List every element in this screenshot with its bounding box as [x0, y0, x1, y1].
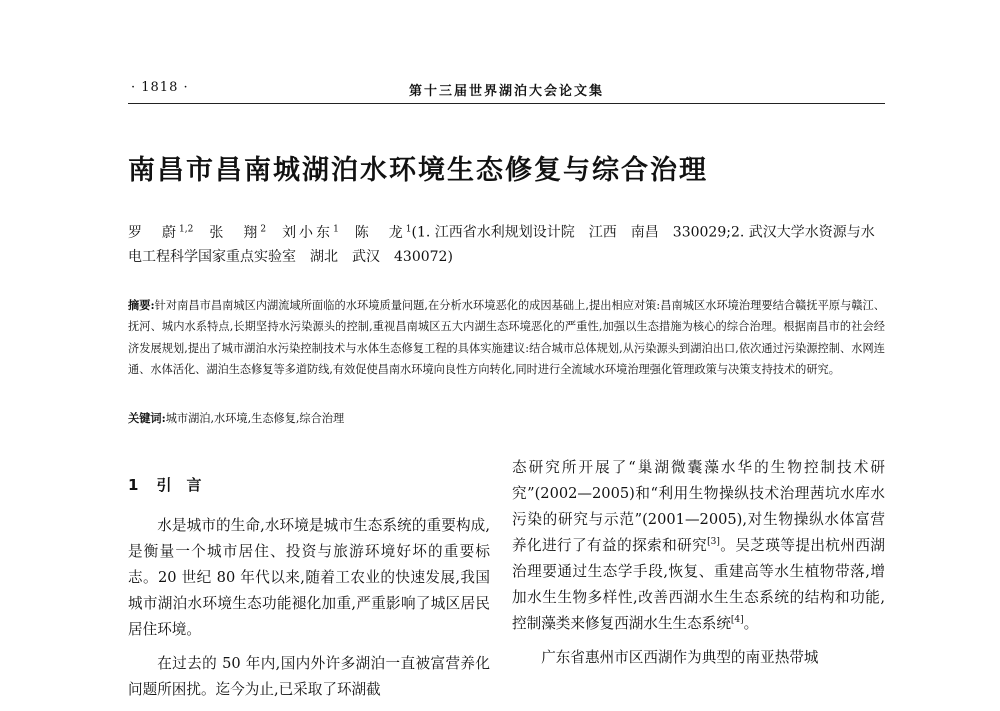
keywords-text: 城市湖泊,水环境,生态修复,综合治理 — [165, 412, 345, 425]
paper-title: 南昌市昌南城湖泊水环境生态修复与综合治理 — [128, 155, 708, 186]
paragraph: 广东省惠州市区西湖作为典型的南亚热带城 — [541, 649, 819, 666]
abstract-label: 摘要: — [128, 298, 155, 312]
page-number: · 1818 · — [131, 80, 189, 95]
citation-3: [3] — [707, 537, 720, 548]
author-2: 张 翔$^2$ — [209, 224, 267, 241]
paragraph: 在过去的 50 年内,国内外许多湖泊一直被富营养化问题所困扰。迄今为止,已采取了环湖截 — [128, 655, 490, 698]
author-block — [128, 217, 888, 269]
running-header: 第十三届世界湖泊大会论文集 — [409, 84, 605, 99]
author-4: 陈 龙$^1$ — [354, 224, 412, 241]
author-3: 刘小东$^1$ — [282, 224, 339, 241]
citation-4: [4] — [730, 615, 744, 626]
paragraph: 水是城市的生命,水环境是城市生态系统的重要构成,是衡量一个城市居住、投资与旅游环境好坏的重要标志。20 世纪 80 年代以来,随着工农业的快速发展,我国城市湖泊水环境生态功能褪化加重,严重影响了城区居民居住环境。 — [128, 517, 490, 638]
section-number: 1 — [128, 476, 139, 494]
right-column — [512, 455, 885, 679]
section-title: 引 言 — [156, 476, 202, 494]
paragraph: 态研究所开展了“巢湖微囊藻水华的生物控制技术研究”(2002—2005)和“利用生物操纵技术治理茜坑水库水污染的研究与示范”(2001—2005),对生物操纵水体富营养化进行了有益的探索和研究[3]。吴芝瑛等提出杭州西湖治理要通过生态学手段,恢复、重建高等水生植物带落,增加水生生物多样性,改善西湖水生生态系统的结构和功能,控制藻类来修复西湖水生生态系统[4]。 — [512, 459, 885, 632]
keywords — [128, 410, 344, 426]
author-affiliation: (1. 江西省水利规划设计院 江西 南昌 330029;2. 武汉大学水资源与水电工程科学国家重点实验室 湖北 武汉 430072) — [128, 224, 875, 265]
abstract-text: 针对南昌市昌南城区内湖流域所面临的水环境质量问题,在分析水环境恶化的成因基础上,提出相应对策:昌南城区水环境治理要结合赣抚平原与赣江、抚河、城内水系特点,长期坚持水污染源头的控制,重视昌南城区五大内湖生态环境恶化的严重性,加强以生态措施为核心的综合治理。根据南昌市的社会经济发展规划,提出了城市湖泊水污染控制技术与水体生态修复工程的具体实施建议:结合城市总体规划,从污染源头到湖泊出口,依次通过污染源控制、水网连通、水体活化、湖泊生态修复等多道防线,有效促使昌南水环境向良性方向转化,同时进行全流域水环境治理强化管理政策与决策支持技术的研究。 — [128, 299, 885, 377]
keywords-label: 关键词: — [128, 411, 166, 425]
left-column — [128, 513, 490, 711]
section-heading — [128, 474, 219, 495]
author-1: 罗 蔚$^{1,2}$ — [128, 224, 194, 241]
abstract — [128, 295, 885, 381]
header-rule — [128, 103, 885, 104]
